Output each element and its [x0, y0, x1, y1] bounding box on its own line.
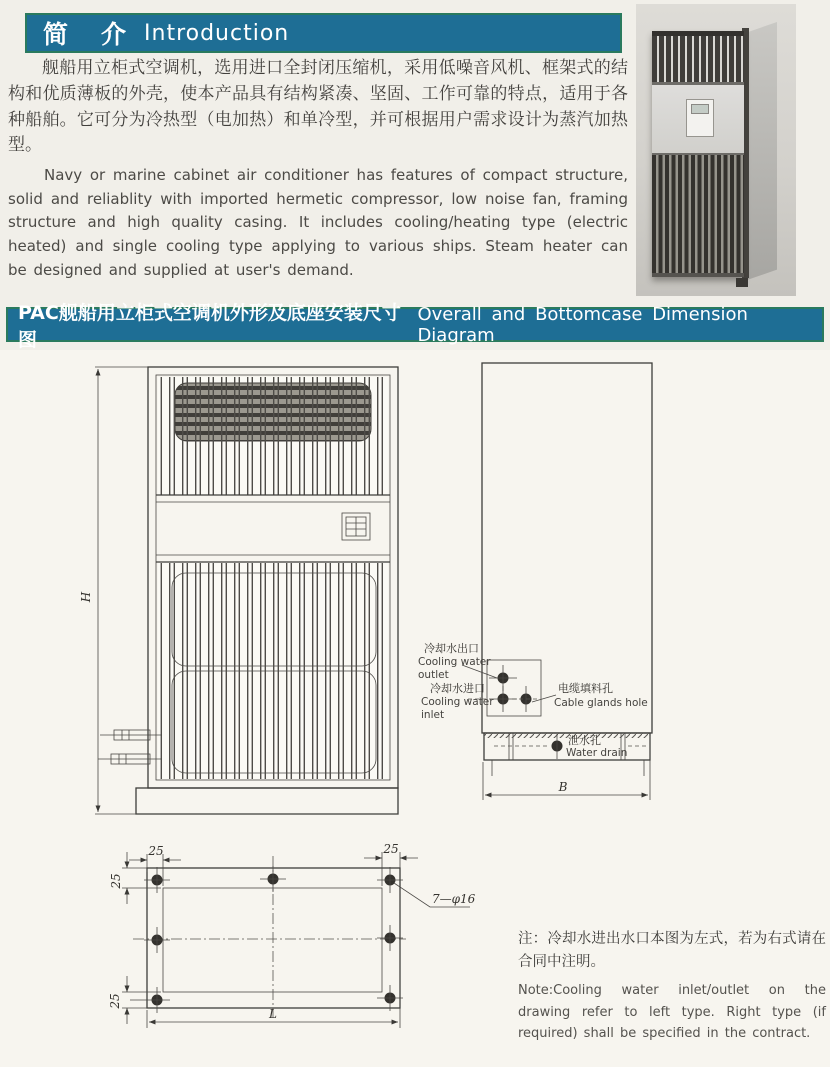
dim-label-H: H: [79, 591, 93, 603]
water-pipe-stubs: [98, 730, 162, 764]
side-view-labels: [418, 641, 648, 759]
intro-title-zh: 简 介: [43, 20, 131, 49]
connection-panel: [487, 660, 541, 716]
inlet-label-en2: inlet: [421, 709, 445, 721]
diagram-section-header: [6, 301, 824, 351]
intro-paragraph-zh: 舰船用立柜式空调机，选用进口全封闭压缩机，采用低噪音风机、框架式的结构和优质薄板的外壳，使本产品具有结构紧凑、坚固、工作可靠的特点，适用于各种船舶。它可分为冷热型（电加热）和单冷型，并可根据用户需求设计为蒸汽加热型。: [8, 58, 628, 156]
dim-label-B: B: [558, 780, 568, 794]
cable-label-en: Cable glands hole: [554, 697, 648, 709]
cabinet-display-screen: [691, 104, 709, 114]
base-plan-view: [108, 842, 476, 1028]
svg-text:L: L: [269, 1007, 277, 1021]
dim-height-H: [79, 367, 148, 812]
front-top-grille: [158, 377, 388, 495]
cable-leader-line: [532, 695, 556, 702]
cabinet-control-area: [652, 85, 744, 153]
outlet-label-zh: 冷却水出口: [424, 642, 479, 655]
holes-callout-7-phi16: [394, 883, 476, 907]
cabinet-side-panel: [747, 22, 777, 280]
front-control-panel: [342, 513, 370, 540]
front-lower-grille: [158, 563, 388, 779]
outlet-label-en2: outlet: [418, 669, 449, 681]
cabinet-foot: [736, 278, 748, 287]
note-text-zh: 注：冷却水进出水口本图为左式，若为右式请在合同中注明。: [518, 931, 826, 971]
side-view: [418, 363, 652, 800]
drain-label-zh: 泄水孔: [568, 734, 601, 747]
cabinet-lower-grille: [652, 153, 744, 277]
note-text-en: Note:Cooling water inlet/outlet on the drawing refer to left type. Right type (if required) shall be specified in the contract.: [518, 983, 826, 1042]
intro-section-header: [25, 13, 622, 53]
inlet-label-zh: 冷却水进口: [430, 682, 485, 695]
svg-text:7—φ16: 7—φ16: [432, 892, 476, 906]
intro-title-en: Introduction: [144, 20, 290, 46]
drain-label-en: Water drain: [566, 747, 628, 759]
outlet-label-en1: Cooling water: [418, 656, 491, 668]
front-view: [79, 367, 398, 814]
intro-paragraph-en: Navy or marine cabinet air conditioner has features of compact structure, solid and reliablity with imported hermetic compressor, low noise fan, framing structure and high quality casing. It includes cooling/heating type (electric heated) and single cooling type applying to various ships. Steam heater can be designed and supplied at user's demand.: [8, 166, 628, 279]
product-photo: [636, 4, 796, 296]
cabinet-top-grille: [652, 31, 744, 85]
cable-label-zh: 电缆填料孔: [558, 682, 613, 695]
svg-text:25: 25: [148, 844, 164, 858]
cabinet-control-display: [686, 99, 714, 137]
diagram-title-en: Overall and Bottomcase Dimension Diagram: [417, 303, 748, 346]
svg-text:25: 25: [108, 993, 122, 1009]
svg-text:25: 25: [109, 873, 123, 889]
note-block: [518, 928, 826, 1045]
svg-text:25: 25: [383, 842, 399, 856]
front-base: [95, 788, 398, 814]
cabinet-front-panel: [652, 31, 744, 277]
diagram-title-zh: PAC舰船用立柜式空调机外形及底座安装尺寸图: [18, 301, 401, 351]
inlet-label-en1: Cooling water: [421, 696, 494, 708]
dim-length-L: [147, 890, 400, 1028]
